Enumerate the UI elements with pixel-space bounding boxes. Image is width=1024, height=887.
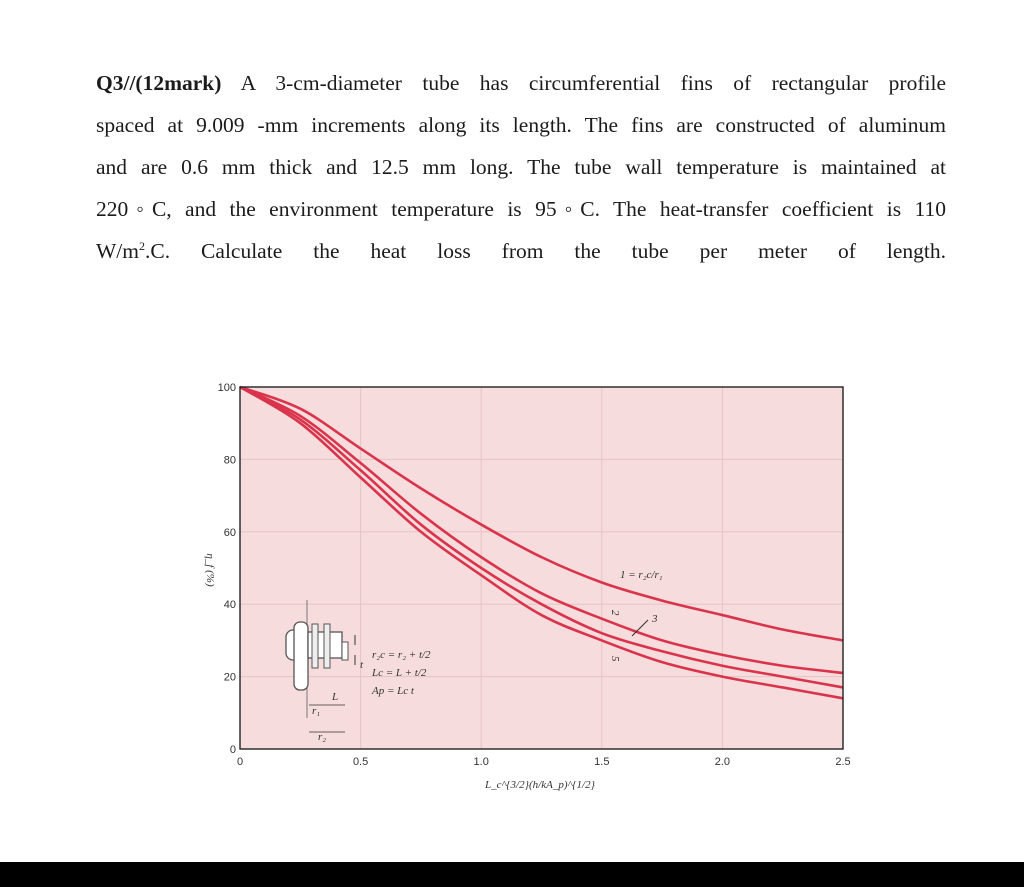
x-axis-label: L_c^{3/2}(h/kA_p)^{1/2} — [485, 779, 595, 791]
x-tick-label: 1.5 — [594, 756, 610, 768]
curve-label-3: 3 — [652, 613, 658, 625]
question-line-1: Q3//(12mark) A 3-cm-diameter tube has circumferential fins of rectangular profile — [96, 71, 946, 95]
y-tick-label: 100 — [217, 382, 236, 394]
x-tick-label: 0.5 — [352, 756, 369, 768]
y-tick-label: 0 — [229, 744, 236, 756]
bottom-black-bar — [0, 862, 1024, 887]
inset-t-label: t — [360, 659, 364, 671]
equation-r2c: r₂c = r₂ + t/2 — [372, 649, 431, 661]
question-line-4: 220◦C, and the environment temperature is 95◦C. The heat-transfer coefficient is 110 — [96, 197, 946, 221]
curve-label-5: 5 — [609, 656, 621, 662]
y-tick-label: 80 — [223, 454, 236, 467]
x-tick-label: 2.5 — [835, 756, 851, 768]
y-tick-label: 60 — [223, 526, 236, 539]
y-tick-label: 20 — [223, 671, 236, 684]
inset-r1-label: r₁ — [312, 705, 321, 717]
x-tick-label: 0 — [236, 756, 244, 768]
equation-lc: Lc = L + t/2 — [372, 667, 427, 679]
x-tick-label: 1.0 — [473, 756, 489, 768]
y-axis-label: η_f (%) — [204, 553, 216, 587]
question-line-5: $W/m^2.C$. Calculate the heat loss from the tube per meter of length. — [96, 238, 946, 263]
curve-label-1: 1 = r₂c/r₁ — [620, 569, 663, 581]
inset-L-label: L — [332, 691, 339, 703]
question-label: Q3//(12mark) — [96, 71, 222, 95]
curve-label-2: 2 — [609, 610, 621, 616]
question-line-2: spaced at 9.009 -mm increments along its length. The fins are constructed of aluminum — [96, 113, 946, 137]
x-tick-label: 2.0 — [714, 756, 731, 768]
equation-ap: Ap = Lc t — [372, 685, 414, 697]
inset-r2-label: r₂ — [318, 731, 327, 743]
plot-area — [240, 387, 843, 749]
question-line-3: and are 0.6 mm thick and 12.5 mm long. The tube wall temperature is maintained at — [96, 155, 946, 179]
y-tick-label: 40 — [223, 599, 236, 612]
